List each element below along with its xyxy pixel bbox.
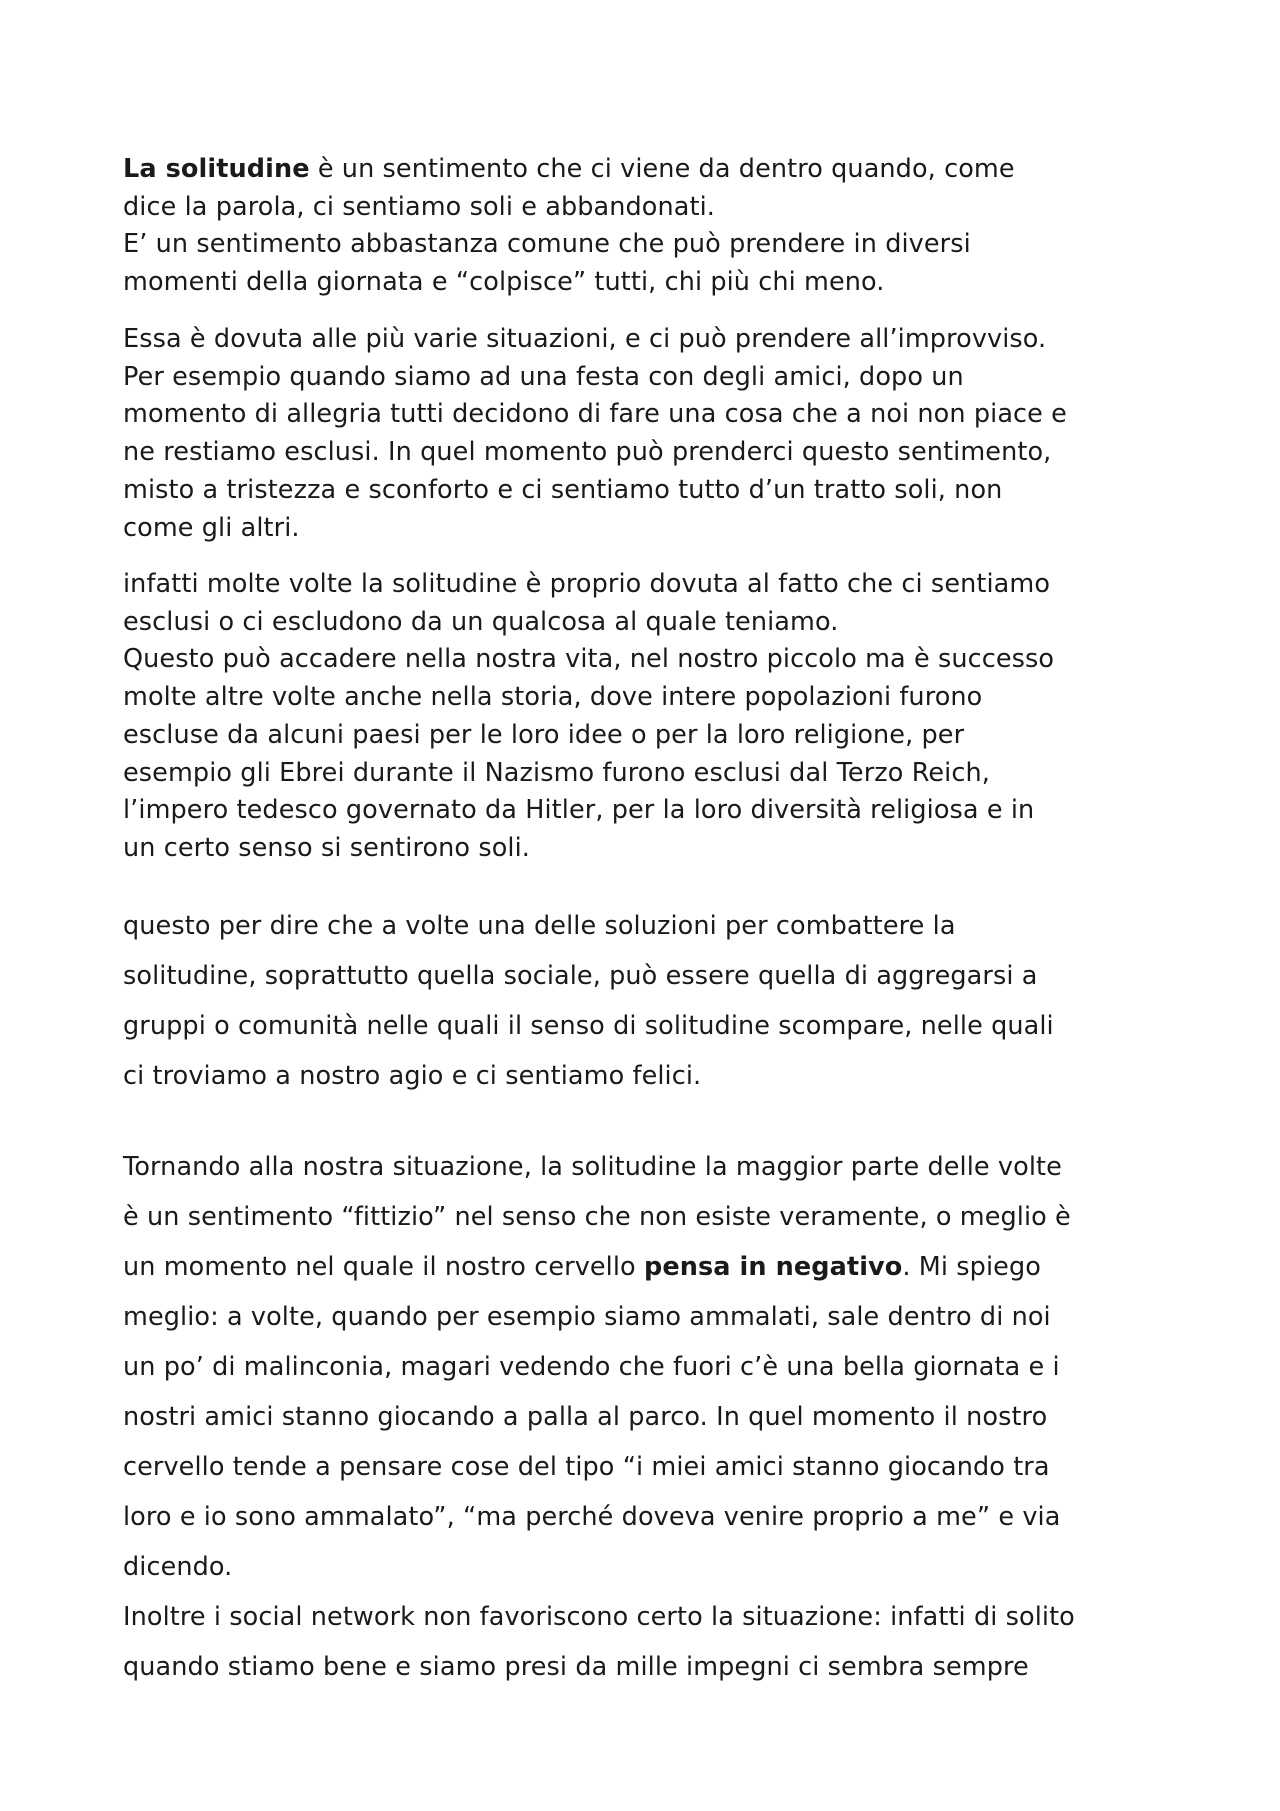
text-line: misto a tristezza e sconforto e ci sentiamo tutto d’un tratto soli, non bbox=[123, 474, 1003, 505]
text-line: quando stiamo bene e siamo presi da mille impegni ci sembra sempre bbox=[123, 1652, 1029, 1682]
text-line: un po’ di malinconia, magari vedendo che fuori c’è una bella giornata e i bbox=[123, 1352, 1060, 1382]
text-line: Essa è dovuta alle più varie situazioni, e ci può prendere all’improvviso. bbox=[123, 324, 1047, 354]
text-line: solitudine, soprattutto quella sociale, può essere quella di aggregarsi a bbox=[123, 961, 1038, 991]
text-line: escluse da alcuni paesi per le loro idee o per la loro religione, per bbox=[123, 719, 965, 750]
text-run: . Mi spiego bbox=[902, 1252, 1041, 1282]
text-line: gruppi o comunità nelle quali il senso di solitudine scompare, nelle quali bbox=[123, 1011, 1054, 1041]
text-line: Questo può accadere nella nostra vita, nel nostro piccolo ma è successo bbox=[123, 644, 1055, 675]
text-line bbox=[123, 151, 1183, 189]
text-line: cervello tende a pensare cose del tipo “i miei amici stanno giocando tra bbox=[123, 1452, 1050, 1482]
text-line: molte altre volte anche nella storia, dove intere popolazioni furono bbox=[123, 682, 983, 713]
text-line: l’impero tedesco governato da Hitler, per la loro diversità religiosa e in bbox=[123, 795, 1035, 826]
text-line: momento di allegria tutti decidono di fare una cosa che a noi non piace e bbox=[123, 399, 1067, 430]
text-line bbox=[123, 1242, 1183, 1292]
text-line: esempio gli Ebrei durante il Nazismo furono esclusi dal Terzo Reich, bbox=[123, 757, 990, 788]
text-line: un certo senso si sentirono soli. bbox=[123, 832, 531, 863]
paragraph-1 bbox=[123, 151, 1183, 302]
text-line: Tornando alla nostra situazione, la solitudine la maggior parte delle volte bbox=[123, 1152, 1062, 1182]
paragraph-4 bbox=[123, 901, 1183, 1101]
text-line: questo per dire che a volte una delle soluzioni per combattere la bbox=[123, 911, 956, 941]
text-line: infatti molte volte la solitudine è proprio dovuta al fatto che ci sentiamo bbox=[123, 569, 1051, 599]
text-line: ne restiamo esclusi. In quel momento può prenderci questo sentimento, bbox=[123, 437, 1052, 468]
text-line: Per esempio quando siamo ad una festa con degli amici, dopo un bbox=[123, 361, 964, 392]
paragraph-2 bbox=[123, 321, 1183, 547]
text-line: meglio: a volte, quando per esempio siamo ammalati, sale dentro di noi bbox=[123, 1302, 1051, 1332]
text-line: come gli altri. bbox=[123, 512, 300, 543]
text-line: esclusi o ci escludono da un qualcosa al quale teniamo. bbox=[123, 606, 839, 637]
text-line: è un sentimento “fittizio” nel senso che non esiste veramente, o meglio è bbox=[123, 1202, 1071, 1232]
paragraph-5 bbox=[123, 1142, 1183, 1692]
bold-term: pensa in negativo bbox=[643, 1252, 903, 1282]
text-line: dicendo. bbox=[123, 1552, 233, 1582]
text-line: dice la parola, ci sentiamo soli e abbandonati. bbox=[123, 191, 715, 222]
text-run: un momento nel quale il nostro cervello bbox=[123, 1252, 644, 1282]
paragraph-3 bbox=[123, 566, 1183, 868]
text-run: è un sentimento che ci viene da dentro quando, come bbox=[309, 154, 1015, 184]
text-line: Inoltre i social network non favoriscono certo la situazione: infatti di solito bbox=[123, 1602, 1075, 1632]
text-line: momenti della giornata e “colpisce” tutti, chi più chi meno. bbox=[123, 267, 885, 298]
text-line: nostri amici stanno giocando a palla al parco. In quel momento il nostro bbox=[123, 1402, 1048, 1432]
bold-term: La solitudine bbox=[123, 154, 310, 184]
text-line: E’ un sentimento abbastanza comune che può prendere in diversi bbox=[123, 229, 971, 260]
text-line: ci troviamo a nostro agio e ci sentiamo felici. bbox=[123, 1061, 702, 1091]
text-line: loro e io sono ammalato”, “ma perché doveva venire proprio a me” e via bbox=[123, 1502, 1061, 1532]
